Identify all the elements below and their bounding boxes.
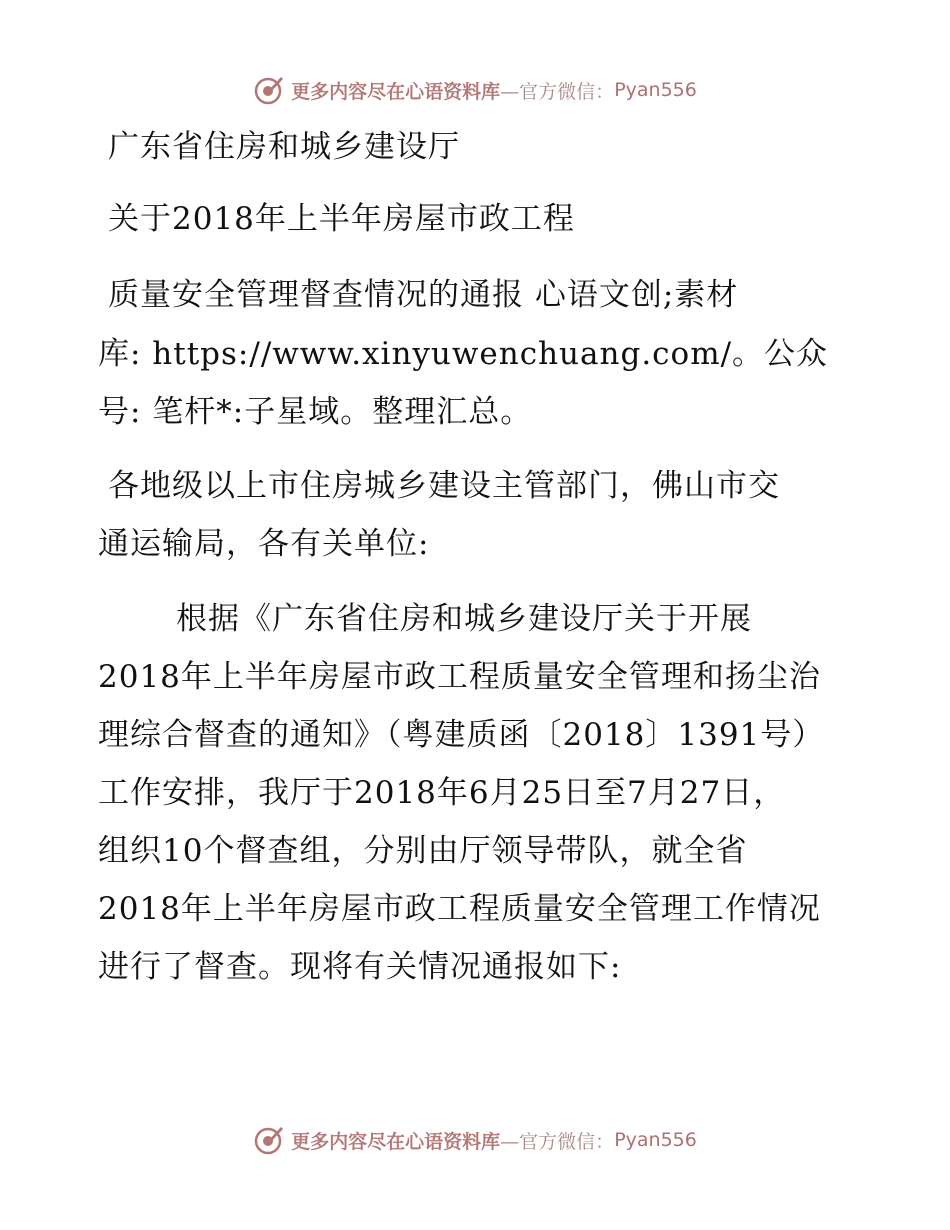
watermark-wechat-id: Pyan556 (614, 79, 697, 101)
body-line-7: 进行了督查。现将有关情况通报如下: (98, 949, 622, 985)
doc-title-line-3: 质量安全管理督查情况的通报 心语文创;素材 (108, 277, 739, 313)
doc-title-line-5: 号: 笔杆*:子星域。整理汇总。 (98, 394, 533, 430)
quill-logo-icon (253, 1124, 285, 1156)
body-line-3: 理综合督查的通知》（粤建质函〔2018〕1391号） (98, 717, 825, 753)
watermark-main-text: 更多内容尽在心语资料库 (291, 1130, 501, 1153)
watermark-main-text: 更多内容尽在心语资料库 (291, 80, 501, 103)
body-line-1: 根据《广东省住房和城乡建设厅关于开展 (176, 601, 752, 637)
footer-watermark (0, 1120, 950, 1160)
quill-logo-icon (253, 74, 285, 106)
header-watermark (0, 70, 950, 110)
doc-title-line-1: 广东省住房和城乡建设厅 (108, 129, 460, 165)
body-line-4: 工作安排，我厅于2018年6月25日至7月27日， (98, 775, 786, 811)
body-line-5: 组织10个督查组，分别由厅领导带队，就全省 (98, 833, 748, 869)
body-line-2: 2018年上半年房屋市政工程质量安全管理和扬尘治 (98, 659, 821, 695)
doc-title-line-2: 关于2018年上半年房屋市政工程 (108, 201, 575, 237)
watermark-sub-text: —官方微信： (500, 80, 615, 103)
body-line-6: 2018年上半年房屋市政工程质量安全管理工作情况 (98, 891, 821, 927)
watermark-sub-text: —官方微信： (500, 1130, 615, 1153)
addressee-line-2: 通运输局，各有关单位: (98, 526, 430, 562)
doc-title-line-4: 库: https://www.xinyuwenchuang.com/。公众 (98, 336, 829, 372)
addressee-line-1: 各地级以上市住房城乡建设主管部门，佛山市交 (108, 468, 780, 504)
watermark-wechat-id: Pyan556 (614, 1129, 697, 1151)
